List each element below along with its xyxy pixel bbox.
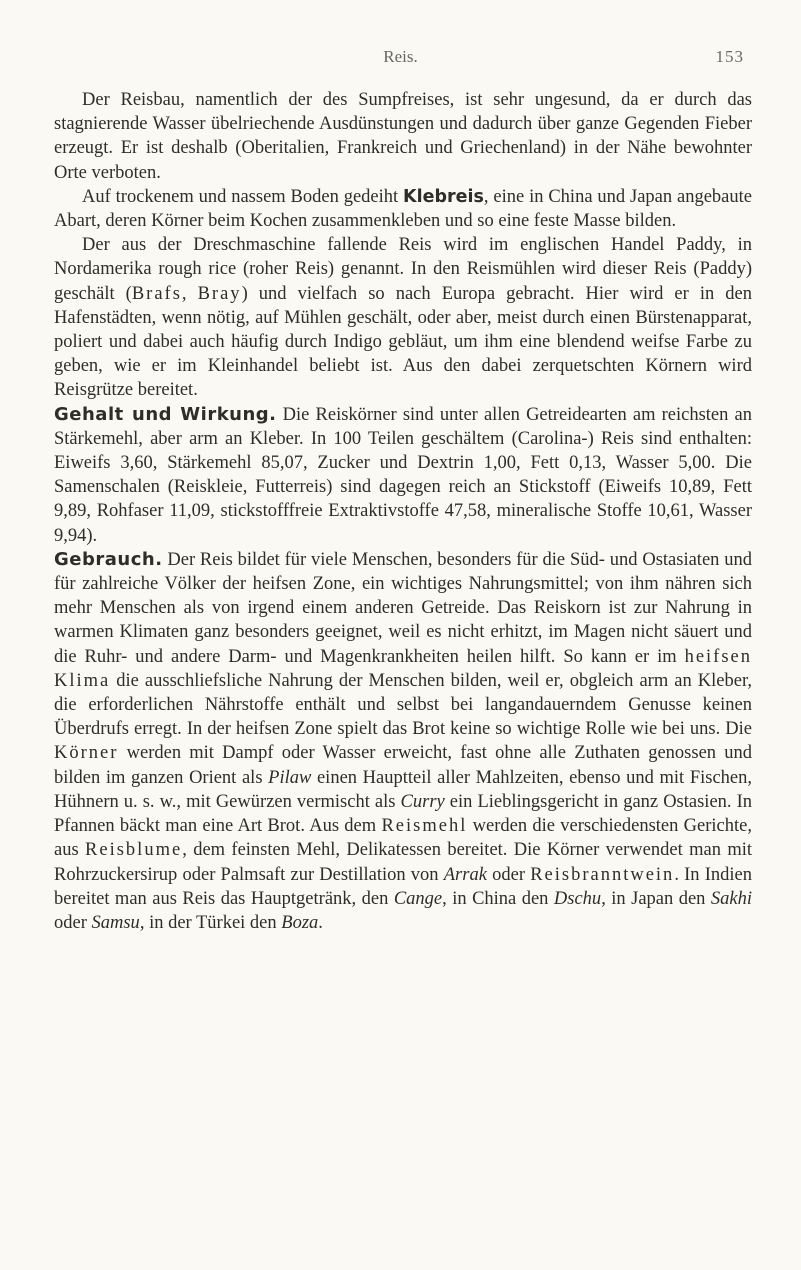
text-run: oder [54,912,92,933]
section-heading-gebrauch: Gebrauch. [54,548,163,570]
paragraph-gebrauch [54,548,752,935]
text-run: ein Lieblingsgericht in ganz Ostasien. In Pfannen bäckt man eine Art Brot. Aus dem [54,791,753,837]
running-head [0,47,801,67]
paragraph-klebreis [54,185,752,233]
spaced-term: Brafs [131,283,182,304]
italic-term: Samsu [91,912,140,933]
keyword-klebreis: Klebreis [403,186,484,207]
text-run: , in Japan den [601,888,711,909]
italic-term: Pilaw [268,767,312,788]
text-run: werden mit Dampf oder Wasser erweicht, fast ohne alle Zuthaten genossen und bilden im ganzen Orient als [54,743,752,788]
running-head-title: Reis. [383,47,418,66]
text-run: Der Reis bildet für viele Menschen, besonders für die Süd- und Ostasiaten und für zahlreiche Völker der heifsen Zone, ein wichtiges Nahrungsmittel; von ihm nähren sich mehr Menschen als von irgend einem anderen Getreide. Das Reiskorn ist zur Nahrung in warmen Klimaten ganz besonders geeignet, weil es nicht erhitzt, im Magen nicht säuert und die Ruhr- und andere Darm- und Magenkrankheiten heilen hilft. So kann er im [54,549,752,667]
text-run: ) und vielfach so nach Europa gebracht. Hier wird er in den Hafenstädten, wenn nötig, auf Mühlen geschält, oder aber, meist durch einen Bürstenapparat, poliert und dabei auch häufig durch Indigo gebläut, um ihm eine blendend weifse Farbe zu geben, wie er im Kleinhandel beliebt ist. Aus den dabei zerquetschten Körnern wird Reisgrütze bereitet. [54,283,753,401]
text-run: oder [486,864,531,885]
italic-term: Dschu [553,888,602,909]
italic-term: Cange [393,888,443,909]
italic-term: Curry [400,791,445,812]
paragraph-reisbau [54,88,752,185]
spaced-term: Reisblume [85,840,183,861]
italic-term: Arrak [443,864,487,885]
text-run: . In Indien bereitet man aus Reis das Hauptgetränk, den [54,864,752,909]
page-number: 153 [715,47,744,66]
spaced-term: heifsen Klima [54,646,752,691]
paragraph-paddy [54,233,752,402]
section-heading-gehalt: Gehalt und Wirkung. [54,403,277,425]
paragraph-gehalt [54,403,752,548]
text-run: werden die verschiedensten Gerichte, aus [54,816,752,861]
text-run: Die Reiskörner sind unter allen Getreidearten am reichsten an Stärkemehl, aber arm an Kleber. In 100 Teilen geschältem (Carolina-) Reis sind enthalten: Eiweifs 3,60, Stärkemehl 85,07, Zucker und Dextrin 1,00, Fett 0,13, Wasser 5,00. Die Samenschalen (Reiskleie, Futterreis) sind dagegen reich an Stickstoff (Eiweifs 10,89, Fett 9,89, Rohfaser 11,09, stickstofffreie Extraktivstoffe 47,58, mineralische Stoffe 10,61, Wasser 9,94). [54,404,752,546]
spaced-term: Körner [54,743,119,764]
text-run: , in der Türkei den [139,912,282,933]
text-run: , in China den [442,888,554,909]
spaced-term: Reisbranntwein [530,864,675,885]
spaced-term: Reismehl [381,816,468,837]
text-run: , eine in China und Japan angebaute Abart, deren Körner beim Kochen zusammenkleben und so eine feste Masse bilden. [54,186,752,232]
text-run: Auf trockenem und nassem Boden gedeiht [82,186,404,207]
text-run: . [318,912,323,933]
text-run: einen Hauptteil aller Mahlzeiten, ebenso und mit Fischen, Hühnern u. s. w., mit Gewürzen vermischt als [54,767,752,812]
text-run: Der aus der Dreschmaschine fallende Reis wird im englischen Handel Paddy, in Nordamerika rough rice (roher Reis) genannt. In den Reismühlen wird dieser Reis (Paddy) geschält ( [54,235,752,304]
italic-term: Sakhi [710,888,753,909]
italic-term: Boza [281,912,319,933]
text-run: , [181,283,198,304]
paragraph-text: Der Reisbau, namentlich der des Sumpfreises, ist sehr ungesund, da er durch das stagnierende Wasser übelriechende Ausdünstungen und dadurch über ganze Gegenden Fieber erzeugt. Er ist deshalb (Oberitalien, Frankreich und Griechenland) in der Nähe bewohnter Orte verboten. [54,90,752,183]
body-text [54,88,752,935]
spaced-term: Bray [197,283,242,304]
text-run: , dem feinsten Mehl, Delikatessen bereitet. Die Körner verwendet man mit Rohrzuckersirup oder Palmsaft zur Destillation von [54,840,752,885]
text-run: die ausschliefsliche Nahrung der Menschen bilden, weil er, obgleich arm an Kleber, die erforderlichen Nährstoffe enthält und selbst bei langandauerndem Genusse keinen Überdrufs erregt. In der heifsen Zone spielt das Brot keine so wichtige Rolle wie bei uns. Die [54,670,752,740]
